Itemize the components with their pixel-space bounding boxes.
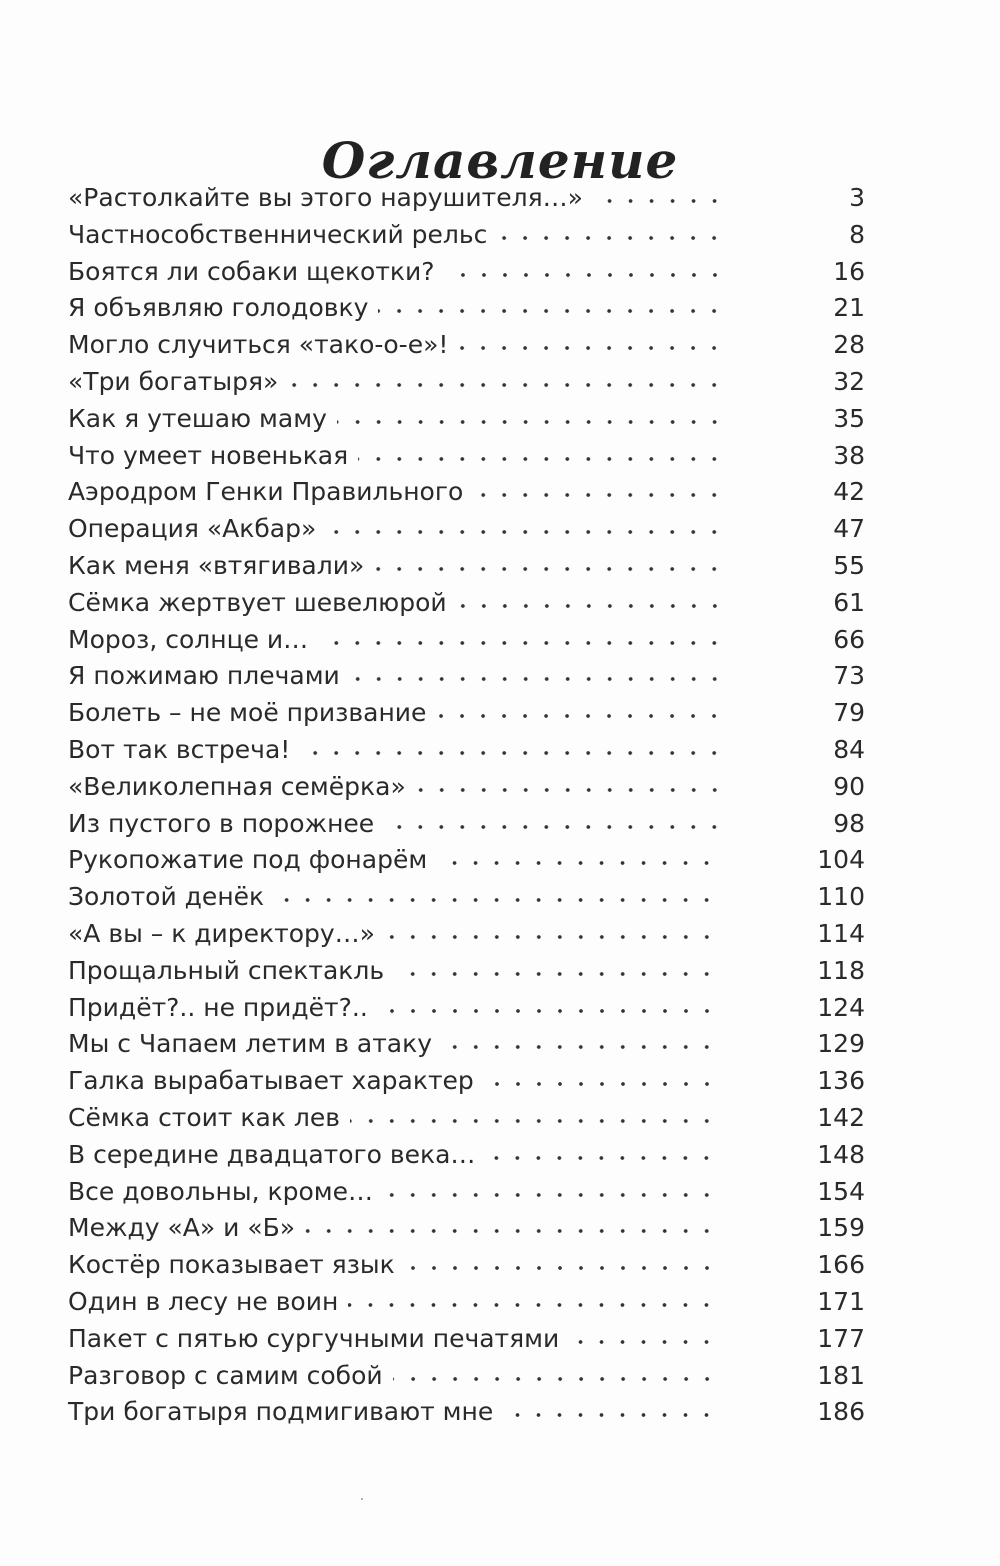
toc-entry-title: Частнособственнический рельс bbox=[68, 219, 488, 249]
toc-entry-page-number: 186 bbox=[817, 1397, 865, 1427]
paper-speck bbox=[361, 1498, 363, 1500]
toc-entry-title: «А вы – к директору…» bbox=[68, 918, 375, 948]
toc-entry-page-number: 114 bbox=[817, 918, 865, 948]
toc-entry-page-number: 3 bbox=[849, 183, 865, 212]
dot-leader bbox=[436, 711, 725, 721]
toc-entry-title: Галка вырабатывает характер bbox=[68, 1066, 474, 1096]
toc-entry bbox=[68, 1358, 865, 1395]
dot-leader bbox=[437, 858, 717, 868]
toc-entry bbox=[68, 658, 865, 695]
dot-leader bbox=[473, 490, 725, 500]
toc-entry-page-number: 104 bbox=[817, 845, 865, 875]
toc-entry-title: Рукопожатие под фонарём bbox=[68, 845, 428, 875]
toc-entry bbox=[68, 769, 865, 806]
toc-entry bbox=[68, 327, 865, 364]
toc-entry-title: Как меня «втягивали» bbox=[68, 550, 365, 580]
toc-entry-page-number: 79 bbox=[833, 698, 865, 728]
dot-leader bbox=[445, 270, 725, 280]
toc-entry-page-number: 8 bbox=[849, 219, 865, 249]
toc-entry-title: Болеть – не моё призвание bbox=[68, 698, 427, 728]
toc-entry-title: Операция «Акбар» bbox=[68, 514, 317, 544]
toc-entry-page-number: 171 bbox=[817, 1286, 865, 1316]
dot-leader bbox=[569, 1337, 717, 1347]
dot-leader bbox=[457, 601, 725, 611]
toc-entry-page-number: 35 bbox=[833, 403, 865, 433]
toc-entry-page-number: 159 bbox=[817, 1213, 865, 1243]
toc-entry-title: Придёт?.. не придёт?.. bbox=[68, 992, 368, 1022]
toc-entry-page-number: 98 bbox=[833, 808, 865, 838]
toc-entry-title: Три богатыря подмигивают мне bbox=[68, 1397, 494, 1427]
toc-entry bbox=[68, 695, 865, 732]
toc-entry bbox=[68, 254, 865, 291]
dot-leader bbox=[593, 196, 725, 206]
dot-leader bbox=[383, 1190, 717, 1200]
toc-entry-title: Сёмка жертвует шевелюрой bbox=[68, 587, 447, 617]
toc-entry-page-number: 73 bbox=[833, 661, 865, 691]
toc-entry-page-number: 148 bbox=[817, 1139, 865, 1169]
toc-entry bbox=[68, 1247, 865, 1284]
toc-entry-page-number: 90 bbox=[833, 771, 865, 801]
toc-entry-page-number: 42 bbox=[833, 477, 865, 507]
toc-entry-page-number: 21 bbox=[833, 293, 865, 323]
toc-entry-title: Между «А» и «Б» bbox=[68, 1213, 296, 1243]
toc-entry-title: Мороз, солнце и… bbox=[68, 624, 309, 654]
toc-entry-page-number: 142 bbox=[817, 1102, 865, 1132]
dot-leader bbox=[394, 969, 717, 979]
toc-entry-title: Прощальный спектакль bbox=[68, 955, 385, 985]
toc-entry bbox=[68, 1063, 865, 1100]
dot-leader bbox=[300, 748, 725, 758]
toc-entry-title: Аэродром Генки Правильного bbox=[68, 477, 464, 507]
toc-entry-page-number: 118 bbox=[817, 955, 865, 985]
dot-leader bbox=[305, 1226, 717, 1236]
dot-leader bbox=[348, 1300, 717, 1310]
toc-entry bbox=[68, 1100, 865, 1137]
toc-entry-title: Как я утешаю маму bbox=[68, 403, 327, 433]
page-title: Оглавление bbox=[321, 130, 679, 190]
toc-entry-title: Я объявляю голодовку bbox=[68, 293, 369, 323]
toc-entry-title: «Три богатыря» bbox=[68, 366, 279, 396]
toc-entry bbox=[68, 732, 865, 769]
toc-entry-title: Сёмка стоит как лев bbox=[68, 1102, 340, 1132]
toc-entry bbox=[68, 1137, 865, 1174]
dot-leader bbox=[326, 527, 725, 537]
toc-entry-page-number: 55 bbox=[833, 550, 865, 580]
toc-entry bbox=[68, 1321, 865, 1358]
toc-entry bbox=[68, 217, 865, 254]
toc-entry-page-number: 38 bbox=[833, 440, 865, 470]
dot-leader bbox=[337, 417, 725, 427]
toc-entry bbox=[68, 990, 865, 1027]
dot-leader bbox=[485, 1153, 717, 1163]
table-of-contents bbox=[68, 180, 865, 1431]
toc-entry-title: Костёр показывает язык bbox=[68, 1250, 395, 1280]
toc-entry bbox=[68, 622, 865, 659]
dot-leader bbox=[484, 1079, 718, 1089]
dot-leader bbox=[385, 932, 717, 942]
toc-entry bbox=[68, 438, 865, 475]
dot-leader bbox=[274, 895, 717, 905]
dot-leader bbox=[458, 343, 725, 353]
toc-entry-title: Один в лесу не воин bbox=[68, 1286, 339, 1316]
toc-entry bbox=[68, 401, 865, 438]
toc-entry-title: В середине двадцатого века… bbox=[68, 1139, 476, 1169]
toc-entry bbox=[68, 1026, 865, 1063]
toc-entry bbox=[68, 879, 865, 916]
toc-entry-title: Вот так встреча! bbox=[68, 734, 291, 764]
toc-entry bbox=[68, 511, 865, 548]
toc-entry-title: Могло случиться «тако-о-е»! bbox=[68, 330, 449, 360]
dot-leader bbox=[288, 380, 725, 390]
dot-leader bbox=[318, 638, 725, 648]
toc-entry bbox=[68, 953, 865, 990]
toc-entry bbox=[68, 585, 865, 622]
dot-leader bbox=[378, 1006, 718, 1016]
toc-entry-page-number: 32 bbox=[833, 366, 865, 396]
dot-leader bbox=[358, 454, 725, 464]
toc-entry-title: Я пожимаю плечами bbox=[68, 661, 340, 691]
toc-entry-page-number: 47 bbox=[833, 514, 865, 544]
dot-leader bbox=[497, 233, 725, 243]
toc-entry bbox=[68, 290, 865, 327]
dot-leader bbox=[442, 1042, 717, 1052]
dot-leader bbox=[350, 674, 725, 684]
toc-entry-title: Мы с Чапаем летим в атаку bbox=[68, 1029, 433, 1059]
toc-entry-page-number: 124 bbox=[817, 992, 865, 1022]
toc-entry bbox=[68, 1394, 865, 1431]
toc-entry-page-number: 129 bbox=[817, 1029, 865, 1059]
toc-entry-page-number: 66 bbox=[833, 624, 865, 654]
toc-entry-page-number: 177 bbox=[817, 1323, 865, 1353]
dot-leader bbox=[374, 564, 725, 574]
toc-entry-title: Боятся ли собаки щекотки? bbox=[68, 256, 435, 286]
toc-entry-title: Все довольны, кроме… bbox=[68, 1176, 374, 1206]
toc-entry bbox=[68, 916, 865, 953]
toc-entry-title: Из пустого в порожнее bbox=[68, 808, 375, 838]
toc-entry bbox=[68, 806, 865, 843]
toc-entry-title: Пакет с пятью сургучными печатями bbox=[68, 1323, 560, 1353]
toc-entry-page-number: 28 bbox=[833, 330, 865, 360]
toc-entry-page-number: 61 bbox=[833, 587, 865, 617]
dot-leader bbox=[378, 306, 725, 316]
toc-entry bbox=[68, 1174, 865, 1211]
toc-entry-title: «Великолепная семёрка» bbox=[68, 771, 406, 801]
toc-entry bbox=[68, 474, 865, 511]
toc-entry bbox=[68, 180, 865, 217]
toc-entry-page-number: 110 bbox=[817, 882, 865, 912]
toc-entry-title: Золотой денёк bbox=[68, 882, 265, 912]
toc-entry-title: Что умеет новенькая bbox=[68, 440, 349, 470]
dot-leader bbox=[350, 1116, 717, 1126]
toc-entry-page-number: 154 bbox=[817, 1176, 865, 1206]
toc-entry bbox=[68, 1284, 865, 1321]
toc-entry-page-number: 136 bbox=[817, 1066, 865, 1096]
dot-leader bbox=[405, 1263, 718, 1273]
toc-entry-page-number: 84 bbox=[833, 734, 865, 764]
dot-leader bbox=[503, 1410, 717, 1420]
toc-entry-page-number: 16 bbox=[833, 256, 865, 286]
toc-entry-page-number: 166 bbox=[817, 1250, 865, 1280]
toc-entry bbox=[68, 364, 865, 401]
toc-entry bbox=[68, 548, 865, 585]
toc-entry-title: «Растолкайте вы этого нарушителя…» bbox=[68, 183, 583, 212]
dot-leader bbox=[384, 822, 725, 832]
toc-entry bbox=[68, 842, 865, 879]
toc-entry-page-number: 181 bbox=[817, 1360, 865, 1390]
dot-leader bbox=[416, 785, 725, 795]
toc-entry-title: Разговор с самим собой bbox=[68, 1360, 383, 1390]
toc-entry bbox=[68, 1210, 865, 1247]
dot-leader bbox=[393, 1374, 718, 1384]
